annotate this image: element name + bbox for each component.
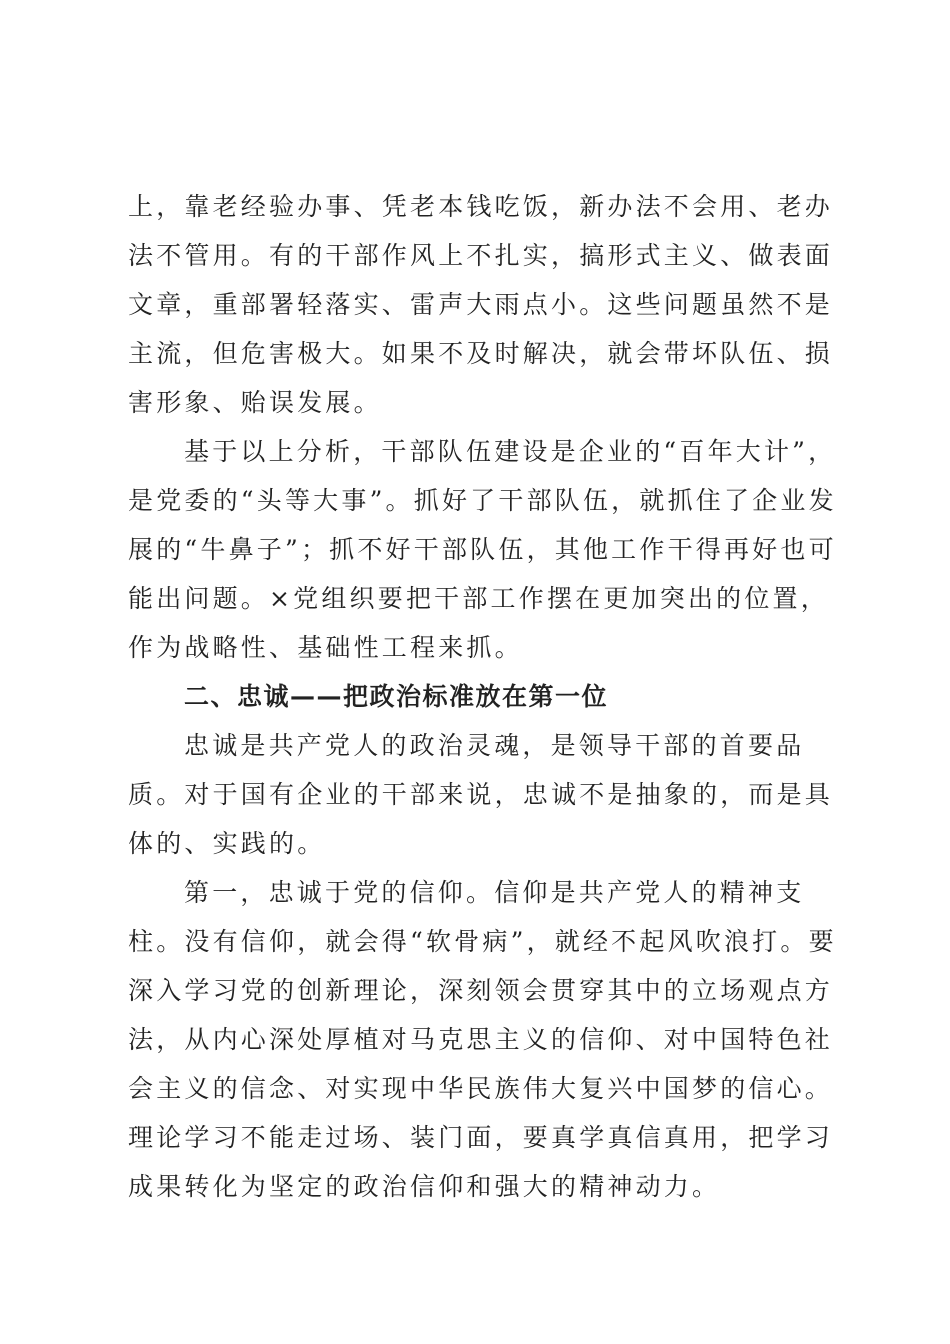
section-heading-loyalty: 二、忠诚——把政治标准放在第一位 — [184, 682, 609, 711]
paragraph-cadre-importance: 基于以上分析，干部队伍建设是企业的“百年大计”，是党委的“头等大事”。抓好了干部队伍，就抓住了企业发展的“牛鼻子”；抓不好干部队伍，其他工作干得再好也可能出问题。×党组织要把干部工作摆在更加突出的位置，作为战略性、基础性工程来抓。 — [128, 437, 837, 662]
paragraph-continuation: 上，靠老经验办事、凭老本钱吃饭，新办法不会用、老办法不管用。有的干部作风上不扎实，搞形式主义、做表面文章，重部署轻落实、雷声大雨点小。这些问题虽然不是主流，但危害极大。如果不及时解决，就会带坏队伍、损害形象、贻误发展。 — [128, 192, 834, 417]
paragraph-loyalty-faith: 第一，忠诚于党的信仰。信仰是共产党人的精神支柱。没有信仰，就会得“软骨病”，就经不起风吹浪打。要深入学习党的创新理论，深刻领会贯穿其中的立场观点方法，从内心深处厚植对马克思主义的信仰、对中国特色社会主义的信念、对实现中华民族伟大复兴中国梦的信心。理论学习不能走过场、装门面，要真学真信真用，把学习成果转化为坚定的政治信仰和强大的精神动力。 — [128, 878, 837, 1201]
document-body — [128, 182, 838, 1211]
paragraph-loyalty-intro: 忠诚是共产党人的政治灵魂，是领导干部的首要品质。对于国有企业的干部来说，忠诚不是抽象的，而是具体的、实践的。 — [128, 731, 834, 858]
